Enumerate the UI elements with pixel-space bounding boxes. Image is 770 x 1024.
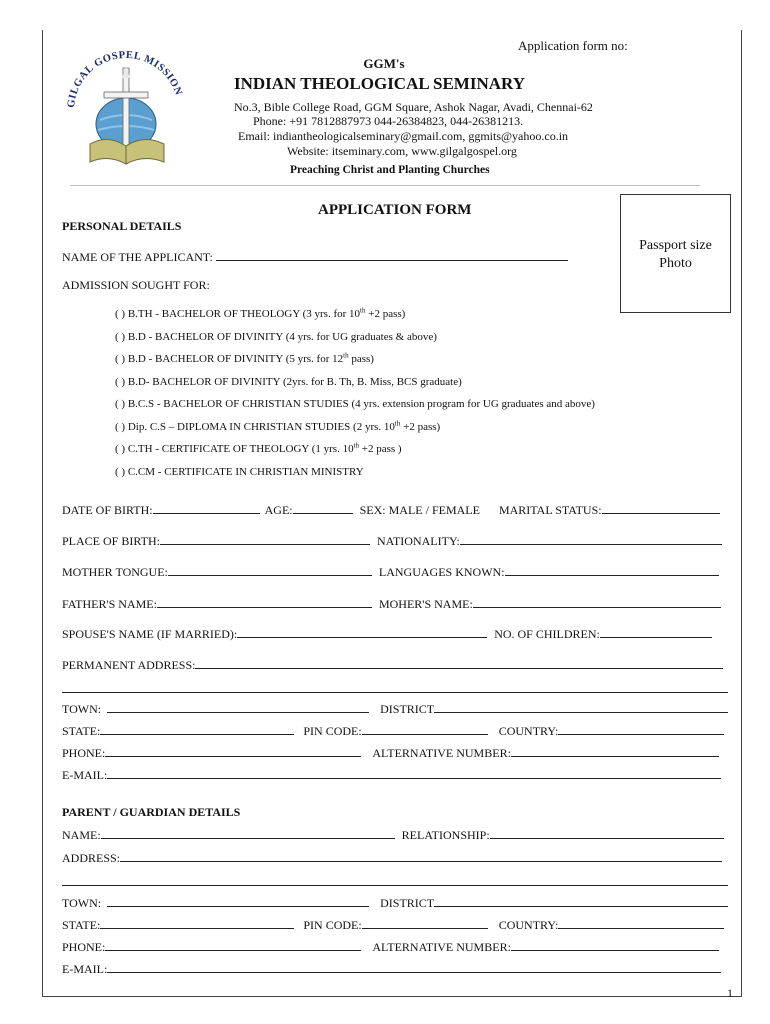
program-option-text: ( ) Dip. C.S – DIPLOMA IN CHRISTIAN STUDIES (2 yrs. 10 [115, 420, 395, 433]
district-field[interactable] [434, 701, 728, 713]
program-option-text-suffix: +2 pass ) [359, 443, 402, 455]
languages-known-label: LANGUAGES KNOWN: [378, 565, 505, 579]
guardian-pin-code-field[interactable] [362, 917, 488, 929]
program-option-text: ( ) B.TH - BACHELOR OF THEOLOGY (3 yrs. for 10 [115, 308, 361, 320]
program-option-text-suffix: pass) [348, 353, 374, 365]
photo-box-line2: Photo [659, 256, 692, 271]
admission-sought-label: ADMISSION SOUGHT FOR: [62, 278, 210, 292]
marital-status-label: MARITAL STATUS: [498, 503, 602, 517]
spouse-row [62, 626, 712, 642]
mother-tongue-field[interactable] [168, 564, 372, 576]
country-label: COUNTRY: [498, 724, 559, 738]
pob-row [62, 533, 722, 549]
program-option[interactable] [115, 418, 441, 433]
program-option[interactable] [115, 331, 437, 343]
program-option-text: ( ) B.C.S - BACHELOR OF CHRISTIAN STUDIES (4 yrs. extension program for UG graduates and above) [115, 398, 595, 410]
applicant-name-field[interactable] [216, 249, 568, 261]
mother-tongue-label: MOTHER TONGUE: [62, 565, 168, 579]
age-field[interactable] [293, 502, 353, 514]
alternative-number-field[interactable] [511, 745, 719, 757]
org-motto: Preaching Christ and Planting Churches [290, 164, 490, 176]
guardian-phone-field[interactable] [105, 939, 361, 951]
guardian-address-field[interactable] [120, 850, 722, 862]
guardian-country-label: COUNTRY: [498, 918, 559, 932]
guardian-town-row [62, 895, 728, 911]
guardian-name-field[interactable] [101, 827, 395, 839]
alternative-number-label: ALTERNATIVE NUMBER: [372, 746, 511, 760]
guardian-district-label: DISTRICT [380, 896, 435, 910]
guardian-phone-row [62, 939, 719, 955]
guardian-address-line2[interactable] [62, 885, 728, 886]
guardian-address-label: ADDRESS: [62, 851, 121, 865]
program-option-text-suffix: +2 pass) [400, 420, 441, 433]
relationship-label: RELATIONSHIP: [401, 828, 490, 842]
program-option[interactable] [115, 308, 405, 320]
dob-row [62, 502, 720, 518]
pin-code-field[interactable] [362, 723, 488, 735]
email-field[interactable] [107, 767, 721, 779]
permanent-address-label: PERMANENT ADDRESS: [62, 658, 196, 672]
guardian-pin-code-label: PIN CODE: [303, 918, 362, 932]
org-email: Email: indiantheologicalseminary@gmail.com, ggmits@yahoo.co.in [238, 129, 569, 143]
photo-box-line1: Passport size [639, 238, 712, 253]
program-option-superscript: th [360, 306, 366, 315]
guardian-town-field[interactable] [107, 895, 369, 907]
phone-row [62, 745, 719, 761]
passport-photo-box[interactable] [620, 194, 731, 313]
org-phone: Phone: +91 7812887973 044-26384823, 044-26381213. [253, 114, 524, 128]
program-option-superscript: th [394, 418, 401, 427]
svg-text:GILGAL GOSPEL MISSION: GILGAL GOSPEL MISSION [65, 49, 184, 109]
children-label: NO. OF CHILDREN: [494, 627, 600, 641]
town-row [62, 701, 728, 717]
email-row [62, 767, 721, 783]
guardian-state-field[interactable] [100, 917, 294, 929]
program-option-text-suffix: +2 pass) [365, 308, 406, 320]
mother-name-label: MOHER'S NAME: [378, 597, 473, 611]
sex-label[interactable]: SEX: MALE / FEMALE [359, 503, 480, 517]
program-option-text: ( ) B.D - BACHELOR OF DIVINITY (4 yrs. for UG graduates & above) [115, 330, 437, 343]
org-website: Website: itseminary.com, www.gilgalgospel.org [287, 144, 517, 158]
relationship-field[interactable] [490, 827, 724, 839]
guardian-alternative-number-field[interactable] [511, 939, 719, 951]
pin-code-label: PIN CODE: [303, 724, 362, 738]
guardian-name-row [62, 827, 724, 843]
guardian-alternative-number-label: ALTERNATIVE NUMBER: [372, 940, 511, 954]
children-field[interactable] [600, 626, 712, 638]
phone-field[interactable] [105, 745, 361, 757]
permanent-address-row [62, 657, 723, 673]
program-option-superscript: th [353, 441, 360, 450]
state-label: STATE: [62, 724, 101, 738]
org-prefix-text: GGM's [363, 56, 405, 71]
state-row [62, 723, 724, 739]
application-form-no-label: Application form no: [518, 38, 628, 53]
guardian-email-label: E-MAIL: [62, 962, 108, 976]
applicant-name-label: NAME OF THE APPLICANT: [62, 250, 213, 264]
pob-field[interactable] [160, 533, 370, 545]
state-field[interactable] [100, 723, 294, 735]
town-field[interactable] [107, 701, 369, 713]
permanent-address-field[interactable] [195, 657, 723, 669]
father-name-label: FATHER'S NAME: [62, 597, 157, 611]
guardian-country-field[interactable] [558, 917, 724, 929]
country-field[interactable] [558, 723, 724, 735]
program-option[interactable] [115, 398, 595, 410]
father-name-field[interactable] [157, 596, 372, 608]
spouse-name-field[interactable] [237, 626, 487, 638]
mother-name-field[interactable] [473, 596, 721, 608]
guardian-name-label: NAME: [62, 828, 101, 842]
languages-known-field[interactable] [505, 564, 719, 576]
marital-status-field[interactable] [602, 502, 720, 514]
guardian-state-row [62, 917, 724, 933]
phone-label: PHONE: [62, 746, 106, 760]
nationality-field[interactable] [460, 533, 722, 545]
parents-row [62, 596, 721, 612]
page-number: 1 [727, 986, 733, 1000]
program-option-text: ( ) B.D - BACHELOR OF DIVINITY (5 yrs. for 12 [115, 353, 344, 365]
program-option[interactable] [115, 443, 402, 455]
permanent-address-line2[interactable] [62, 692, 728, 693]
mother-tongue-row [62, 564, 719, 580]
email-label: E-MAIL: [62, 768, 108, 782]
guardian-heading: PARENT / GUARDIAN DETAILS [62, 805, 241, 819]
program-option[interactable] [115, 353, 374, 365]
org-prefix [0, 56, 770, 72]
dob-field[interactable] [153, 502, 260, 514]
applicant-name-row [62, 249, 568, 265]
guardian-state-label: STATE: [62, 918, 101, 932]
guardian-district-field[interactable] [434, 895, 728, 907]
district-label: DISTRICT [380, 702, 435, 716]
town-label: TOWN: [62, 702, 102, 716]
header-divider [70, 185, 700, 186]
nationality-label: NATIONALITY: [376, 534, 460, 548]
personal-details-heading: PERSONAL DETAILS [62, 219, 182, 233]
age-label: AGE: [264, 503, 293, 517]
guardian-phone-label: PHONE: [62, 940, 106, 954]
spouse-name-label: SPOUSE'S NAME (IF MARRIED): [62, 627, 238, 641]
guardian-email-field[interactable] [107, 961, 721, 973]
guardian-email-row [62, 961, 721, 977]
org-address: No.3, Bible College Road, GGM Square, Ashok Nagar, Avadi, Chennai-62 [234, 100, 593, 114]
pob-label: PLACE OF BIRTH: [62, 534, 160, 548]
dob-label: DATE OF BIRTH: [62, 503, 153, 517]
program-option[interactable] [115, 376, 462, 388]
program-option-superscript: th [343, 351, 349, 360]
program-option[interactable] [115, 466, 364, 478]
org-name: INDIAN THEOLOGICAL SEMINARY [234, 74, 525, 93]
program-option-text: ( ) C.CM - CERTIFICATE IN CHRISTIAN MINISTRY [115, 465, 364, 478]
guardian-town-label: TOWN: [62, 896, 102, 910]
program-option-text: ( ) B.D- BACHELOR OF DIVINITY (2yrs. for B. Th, B. Miss, BCS graduate) [115, 375, 462, 388]
form-title: APPLICATION FORM [318, 202, 472, 218]
program-option-text: ( ) C.TH - CERTIFICATE OF THEOLOGY (1 yrs. 10 [115, 443, 354, 455]
guardian-address-row [62, 850, 722, 866]
